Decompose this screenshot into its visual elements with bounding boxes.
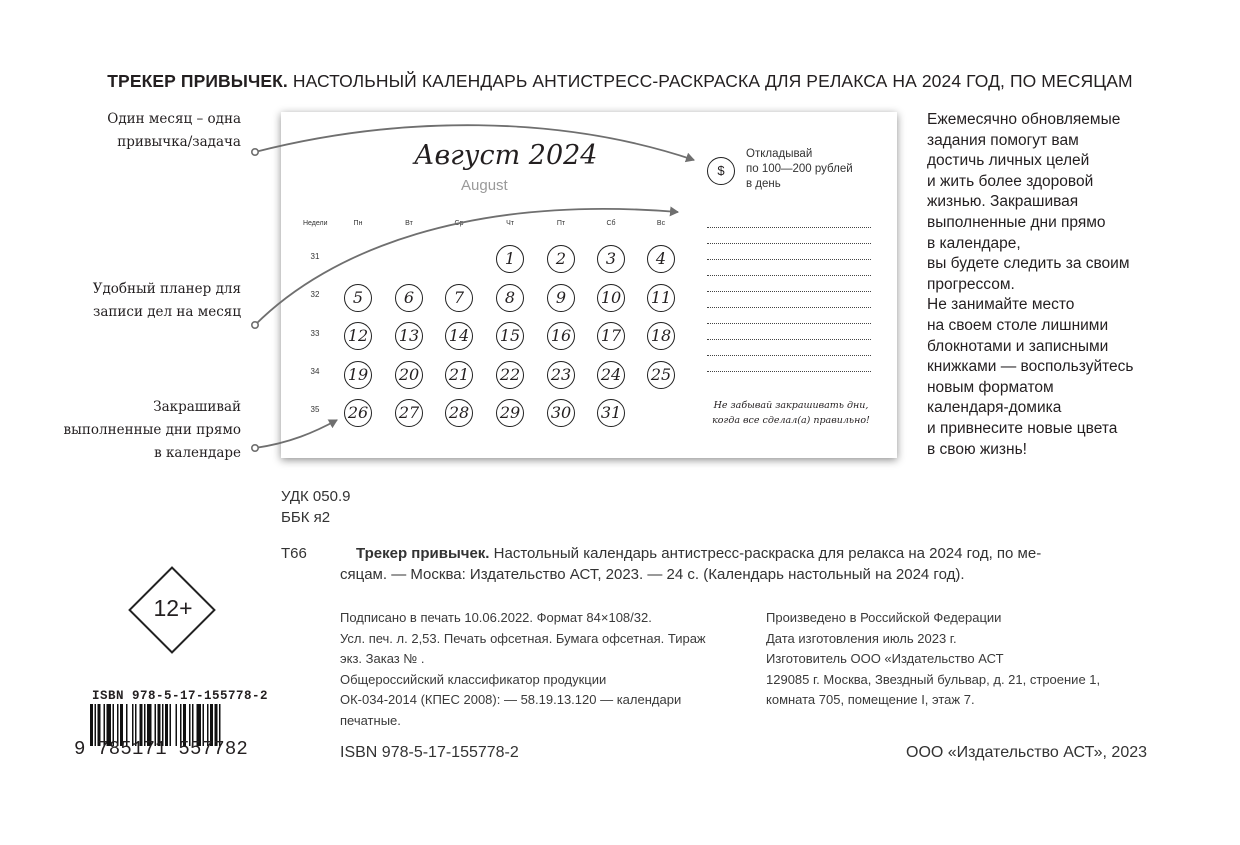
description-line: достичь личных целей [927, 152, 1090, 170]
day-circle[interactable]: 5 [344, 284, 372, 312]
udk-code: УДК 050.9 [281, 488, 351, 505]
coin-icon: $ [707, 157, 735, 185]
age-rating-badge [127, 565, 219, 657]
day-circle[interactable]: 7 [445, 284, 473, 312]
description-line: новым форматом [927, 378, 1054, 396]
arrow-to-task [255, 125, 694, 160]
manufacturer-line: 129085 г. Москва, Звездный бульвар, д. 21, строение 1, [766, 671, 1101, 687]
calendar-month-english: August [461, 177, 508, 194]
week-number: 35 [310, 405, 320, 414]
weekday-label: Пн [353, 220, 363, 227]
savings-line: Откладывай [746, 148, 813, 160]
day-circle[interactable]: 12 [344, 322, 372, 350]
manufacturer-line: комната 705, помещение I, этаж 7. [766, 692, 975, 708]
arrow-start-dot [252, 322, 258, 328]
day-circle[interactable]: 27 [395, 399, 423, 427]
day-circle[interactable]: 24 [597, 361, 625, 389]
day-circle[interactable]: 26 [344, 399, 372, 427]
print-info-line: Усл. печ. л. 2,53. Печать офсетная. Бумага офсетная. Тираж [340, 630, 706, 646]
description-line: книжками — воспользуйтесь [927, 358, 1134, 376]
print-info-line: Общероссийский классификатор продукции [340, 671, 607, 687]
weekday-label: Пт [556, 220, 566, 227]
arrow-start-dot [252, 149, 258, 155]
day-circle[interactable]: 11 [647, 284, 675, 312]
week-column-label: Недели [303, 220, 328, 227]
title-bold: ТРЕКЕР ПРИВЫЧЕК. [107, 71, 288, 91]
day-circle[interactable]: 9 [547, 284, 575, 312]
annotation-line: Удобный планер для [92, 281, 241, 297]
print-info [340, 608, 706, 732]
week-number: 32 [310, 290, 320, 299]
arrow-start-dot [252, 445, 258, 451]
description-line: выполненные дни прямо [927, 213, 1106, 231]
annotation-line: записи дел на месяц [92, 304, 241, 320]
manufacturer-line: Изготовитель ООО «Издательство АСТ [766, 651, 1004, 667]
print-info-line: печатные. [340, 712, 401, 728]
day-circle[interactable]: 10 [597, 284, 625, 312]
print-info-line: ОК-034-2014 (КПЕС 2008): — 58.19.13.120 — календари [340, 692, 682, 708]
biblio-title: Трекер привычек. [356, 545, 490, 562]
biblio-rest: Настольный календарь антистресс-раскраска для релакса на 2024 год, по ме- [493, 545, 1042, 562]
arrow-to-planner [255, 209, 678, 325]
weekday-label: Ср [454, 220, 464, 227]
description-text [927, 110, 1133, 460]
day-circle[interactable]: 23 [547, 361, 575, 389]
day-circle[interactable]: 31 [597, 399, 625, 427]
weekday-label: Сб [606, 220, 616, 227]
biblio-line-2: сяцам. — Москва: Издательство АСТ, 2023. — 24 с. (Календарь настольный на 2024 год). [340, 566, 965, 583]
description-line: прогрессом. [927, 275, 1015, 293]
weekday-label: Чт [506, 220, 514, 227]
annotation-line: привычка/задача [117, 134, 241, 150]
week-number: 31 [310, 252, 320, 261]
day-circle[interactable]: 2 [547, 245, 575, 273]
day-circle[interactable]: 3 [597, 245, 625, 273]
description-line: Ежемесячно обновляемые [927, 111, 1121, 128]
day-circle[interactable]: 1 [496, 245, 524, 273]
day-circle[interactable]: 25 [647, 361, 675, 389]
day-circle[interactable]: 8 [496, 284, 524, 312]
title-rest: НАСТОЛЬНЫЙ КАЛЕНДАРЬ АНТИСТРЕСС-РАСКРАСКА ДЛЯ РЕЛАКСА НА 2024 ГОД, ПО МЕСЯЦАМ [292, 71, 1133, 91]
annotation-line: Один месяц – одна [107, 111, 241, 127]
manufacturer-line: Дата изготовления июль 2023 г. [766, 630, 957, 646]
description-line: Не занимайте место [927, 296, 1075, 314]
day-circle[interactable]: 16 [547, 322, 575, 350]
day-circle[interactable]: 29 [496, 399, 524, 427]
arrow-to-days [255, 420, 337, 448]
note-line: когда все сделал(а) правильно! [712, 415, 870, 426]
copyright: ООО «Издательство АСТ», 2023 [906, 744, 1148, 761]
manufacturer-info [766, 608, 1100, 711]
day-circle[interactable]: 15 [496, 322, 524, 350]
note-line: Не забывай закрашивать дни, [713, 400, 869, 411]
isbn-number: ISBN 978-5-17-155778-2 [340, 744, 519, 761]
description-line: блокнотами и записными [927, 337, 1109, 355]
biblio-line-1 [356, 545, 1041, 562]
day-circle[interactable]: 21 [445, 361, 473, 389]
annotation-line: выполненные дни прямо [63, 422, 241, 438]
annotation-line: Закрашивай [153, 399, 241, 415]
description-line: и жить более здоровой [927, 172, 1094, 190]
day-circle[interactable]: 22 [496, 361, 524, 389]
day-circle[interactable]: 30 [547, 399, 575, 427]
description-line: и привнесите новые цвета [927, 419, 1118, 437]
barcode-digits: 9 785171 557782 [74, 738, 249, 760]
description-line: жизнью. Закрашивая [927, 193, 1079, 211]
day-circle[interactable]: 17 [597, 322, 625, 350]
day-circle[interactable]: 19 [344, 361, 372, 389]
week-number: 34 [310, 367, 320, 376]
print-info-line: экз. Заказ № . [340, 651, 425, 667]
barcode-isbn-label: ISBN 978-5-17-155778-2 [92, 689, 269, 703]
print-info-line: Подписано в печать 10.06.2022. Формат 84×108/32. [340, 610, 652, 625]
description-line: в свою жизнь! [927, 440, 1027, 458]
day-circle[interactable]: 13 [395, 322, 423, 350]
manufacturer-line: Произведено в Российской Федерации [766, 610, 1002, 625]
day-circle[interactable]: 4 [647, 245, 675, 273]
day-circle[interactable]: 6 [395, 284, 423, 312]
day-circle[interactable]: 14 [445, 322, 473, 350]
day-circle[interactable]: 18 [647, 322, 675, 350]
weekday-label: Вс [656, 220, 666, 227]
description-line: календаря-домика [927, 399, 1062, 417]
annotation-line: в календаре [154, 445, 241, 461]
week-number: 33 [310, 329, 320, 338]
description-line: вы будете следить за своим [927, 255, 1130, 273]
day-circle[interactable]: 20 [395, 361, 423, 389]
description-line: задания помогут вам [927, 131, 1079, 149]
description-line: на своем столе лишними [927, 316, 1109, 334]
day-circle[interactable]: 28 [445, 399, 473, 427]
description-line: в календаре, [927, 234, 1021, 252]
bbk-code: ББК я2 [281, 509, 331, 526]
savings-line: по 100—200 рублей [746, 163, 853, 175]
author-code: Т66 [281, 545, 307, 562]
calendar-month-title: Август 2024 [414, 140, 598, 171]
weekday-label: Вт [405, 220, 413, 227]
savings-line: в день [746, 178, 781, 190]
age-rating: 12+ [153, 595, 193, 621]
